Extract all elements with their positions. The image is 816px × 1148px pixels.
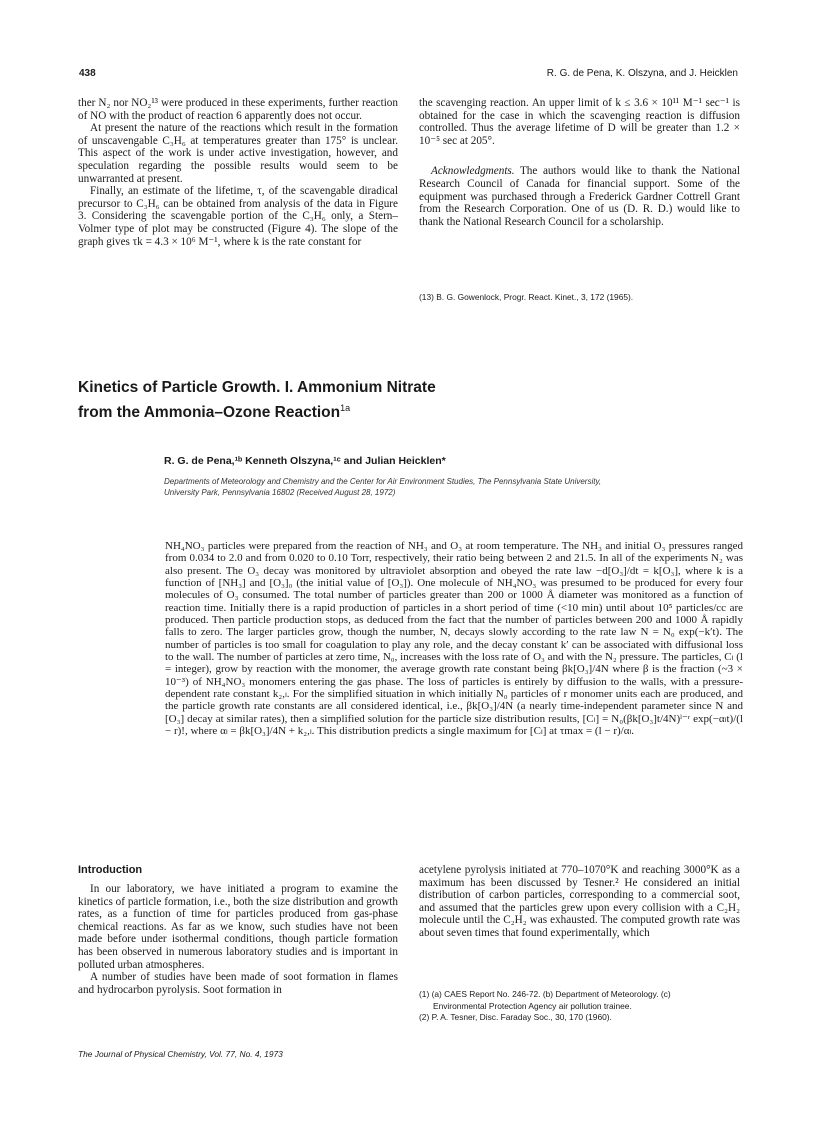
affiliation-line-1: Departments of Meteorology and Chemistry and the Center for Air Environment Studies, The Pennsylvania State University,	[164, 477, 602, 486]
paragraph: acetylene pyrolysis initiated at 770–1070°K and reaching 3000°K as a maximum has been discussed by Tesner.² He considered an initial distribution of carbon particles, corresponding to a commercial soot, and assumed that the particles grew upon every collision with a C₂H₂ molecule until the C₂H₂ was exhausted. The computed growth rate was about seven times that found experimentally, which	[419, 864, 740, 939]
ack-text: The authors would like to thank the National Research Council of Canada for financial support. Some of the equipment was purchased through a Frederick Gardner Cottrell Grant from the Research Corporation. One of us (D. R. D.) would like to thank the National Research Council for a scholarship.	[419, 165, 740, 228]
journal-footer: The Journal of Physical Chemistry, Vol. 77, No. 4, 1973	[78, 1049, 283, 1059]
authors: R. G. de Pena,¹ᵇ Kenneth Olszyna,¹ᶜ and Julian Heicklen*	[164, 455, 446, 467]
acknowledgments	[419, 165, 740, 228]
paragraph: the scavenging reaction. An upper limit of k ≤ 3.6 × 10¹¹ M⁻¹ sec⁻¹ is obtained for the case in which the scavenging reaction is diffusion controlled. Thus the average lifetime of D will be greater than 1.2 × 10⁻⁵ sec at 205°.	[419, 97, 740, 147]
paragraph: Finally, an estimate of the lifetime, τ, of the scavengable diradical precursor to C₃H₆ can be obtained from analysis of the data in Figure 3. Considering the scavengable portion of the C₃H₆ only, a Stern–Volmer type of plot may be constructed (Figure 4). The slope of the graph gives τk = 4.3 × 10⁶ M⁻¹, where k is the rate constant for	[78, 185, 398, 248]
paragraph: ther N₂ nor NO₂¹³ were produced in these experiments, further reaction of NO with the product of reaction 6 apparently does not occur.	[78, 97, 398, 122]
title-line-2: from the Ammonia–Ozone Reaction$^{1a}$	[78, 403, 351, 422]
paragraph: At present the nature of the reactions which result in the formation of unscavengable C₃H₆ at temperatures greater than 175° is unclear. This aspect of the work is under active investigation, however, and speculation regarding the possible results would seem to be unwarranted at present.	[78, 122, 398, 185]
paragraph: A number of studies have been made of soot formation in flames and hydrocarbon pyrolysis. Soot formation in	[78, 971, 398, 996]
title-footnote-marker: 1a	[340, 403, 351, 413]
intro-right-column	[419, 864, 740, 940]
running-head: R. G. de Pena, K. Olszyna, and J. Heicklen	[546, 68, 738, 79]
prev-article-left-column	[78, 97, 398, 248]
footnote: Environmental Protection Agency air pollution trainee.	[433, 1000, 632, 1011]
affiliation	[164, 476, 724, 498]
article-title	[78, 378, 498, 423]
page-number: 438	[79, 68, 96, 79]
ack-label: Acknowledgments.	[431, 165, 515, 178]
affiliation-line-2: University Park, Pennsylvania 16802 (Received August 28, 1972)	[164, 488, 396, 497]
footnote: (2) P. A. Tesner, Disc. Faraday Soc., 30, 170 (1960).	[419, 1012, 612, 1022]
prev-article-footnote: (13) B. G. Gowenlock, Progr. React. Kinet., 3, 172 (1965).	[419, 292, 634, 302]
paragraph: In our laboratory, we have initiated a program to examine the kinetics of particle formation, i.e., both the size distribution and growth rates, as a function of time for particles produced from gas-phase chemical reactions. As far as we know, such studies have not been made before under isothermal conditions, though particle formation has been observed in numerous laboratory studies and is important in polluted urban atmospheres.	[78, 883, 398, 971]
title-line-1: Kinetics of Particle Growth. I. Ammonium Nitrate	[78, 379, 436, 396]
abstract-text: NH₄NO₃ particles were prepared from the reaction of NH₃ and O₃ at room temperature. The NH₃ and initial O₃ pressures ranged from 0.034 to 2.0 and from 0.020 to 0.10 Torr, respectively, their ratio being between 2 and 21.5. In all of the experiments N₂ was also present. The O₃ decay was monitored by ultraviolet absorption and obeyed the rate law −d[O₃]/dt = k[O₃], where k is a function of [NH₃] and [O₃]₀ (the initial value of [O₃]). One molecule of NH₄NO₃ was presumed to be produced for every four molecules of O₃ consumed. The total number of particles greater than 200 or 1000 Å diameter was monitored as a function of reaction time. Initially there is a rapid production of particles in a short period of time (<10 min) until about 10⁵ particles/cc are produced. Then particle production stops, as deduced from the fact that the number of particles between 200 and 1000 Å rapidly falls to zero. The larger particles grow, though the number, N, decays slowly according to the rate law N = N₀ exp(−k′t). The number of particles is too small for coagulation to play any role, and the decay constant k′ can be associated with diffusional loss to the wall. The number of particles at zero time, N₀, increases with the loss rate of O₃ and with the N₂ pressure. The particles, Cₗ (l = integer), grow by reaction with the monomer, the average growth rate constant being βk[O₃]/4N where β is the fraction (~3 × 10⁻³) of NH₄NO₃ monomers entering the gas phase. The loss of particles is entirely by diffusion to the walls, with a pressure-dependent rate constant k₂,ₗ. For the simplified situation in which initially N₀ particles of r monomer units each are produced, and the particle growth rate constants are all considered identical, i.e., βk[O₃]/4N (a nearly time-independent parameter since N and [O₃] decay at similar rates), then a simplified solution for the particle size distribution results, [Cₗ] = N₀(βk[O₃]t/4N)ˡ⁻ʳ exp(−αₗt)/(l − r)!, where αₗ = βk[O₃]/4N + k₂,ₗ. This distribution predicts a single maximum for [Cₗ] at τmax = (l − r)/αₗ.	[165, 540, 743, 738]
abstract	[165, 540, 743, 738]
footnote: (1) (a) CAES Report No. 246-72. (b) Department of Meteorology. (c)	[419, 989, 671, 999]
article-footnotes	[419, 989, 740, 1024]
intro-left-column	[78, 883, 398, 996]
section-heading-introduction: Introduction	[78, 864, 143, 876]
prev-article-right-column	[419, 97, 740, 228]
